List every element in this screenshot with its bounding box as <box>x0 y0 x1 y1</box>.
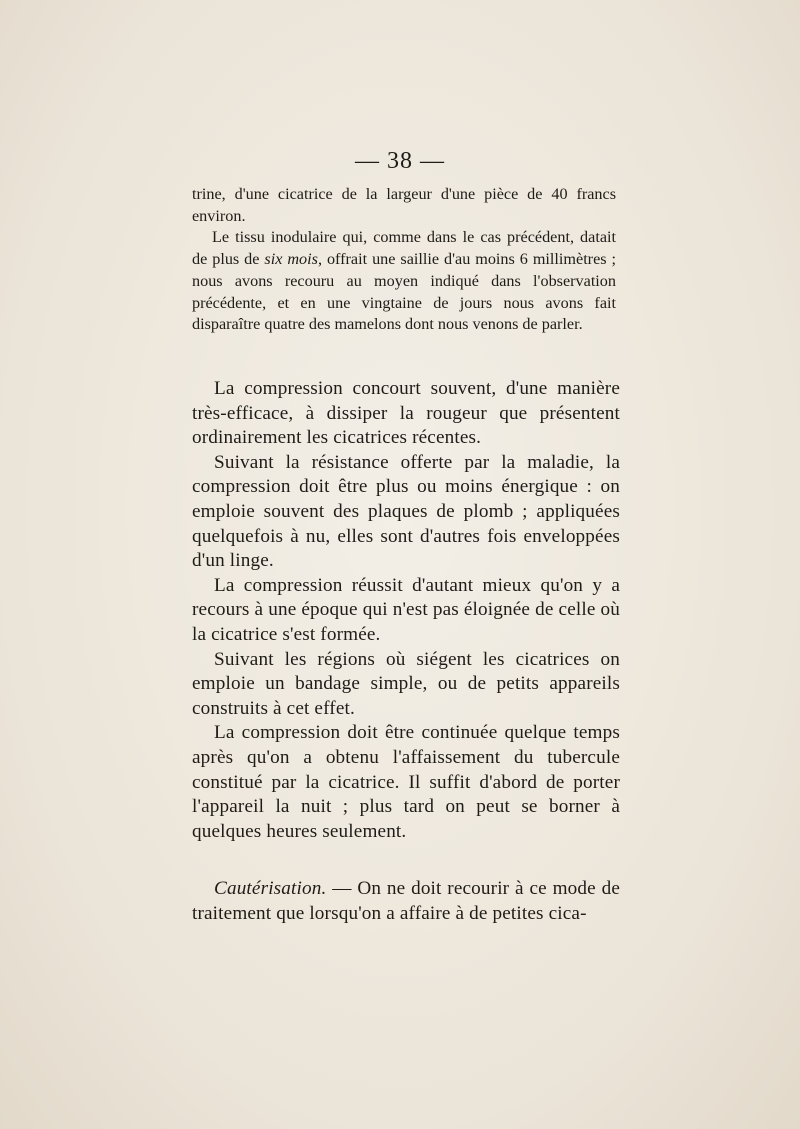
page-number: — 38 — <box>355 148 445 174</box>
cauterisation-section <box>192 877 620 926</box>
paragraph: Suivant les régions où siégent les cicatrices on emploie un bandage simple, ou de petits appareils construits à cet effet. <box>192 648 620 719</box>
paragraph: La compression concourt souvent, d'une manière très-efficace, à dissiper la rougeur que présentent ordinairement les cicatrices récentes. <box>192 378 620 449</box>
paragraph: La compression réussit d'autant mieux qu'on y a recours à une époque qui n'est pas éloignée de celle où la cicatrice s'est formée. <box>192 574 620 645</box>
paragraph: Suivant la résistance offerte par la maladie, la compression doit être plus ou moins énergique : on emploie souvent des plaques de plomb ; appliquées quelquefois à nu, elles sont d'autres fois enveloppées d'un linge. <box>192 451 620 572</box>
paragraph: Le tissu inodulaire qui, comme dans le cas précédent, datait de plus de six mois, offrait une saillie d'au moins 6 millimètres ; nous avons recouru au moyen indiqué dans l'observation précédente, et en une vingtaine de jours nous avons fait disparaître quatre des mamelons dont nous venons de parler. <box>192 228 617 334</box>
paragraph: Cautérisation. — On ne doit recourir à ce mode de traitement que lorsqu'on a affaire à de petites cica- <box>192 878 620 924</box>
paragraph: La compression doit être continuée quelque temps après qu'on a obtenu l'affaissement du tubercule constitué par la cicatrice. Il suffit d'abord de porter l'appareil la nuit ; plus tard on peut se borner à quelques heures seulement. <box>192 722 620 842</box>
compression-section <box>192 377 620 844</box>
paragraph: trine, d'une cicatrice de la largeur d'une pièce de 40 francs environ. <box>192 185 616 225</box>
section-heading: Cautérisation. <box>214 878 327 899</box>
observation-text <box>192 184 616 336</box>
